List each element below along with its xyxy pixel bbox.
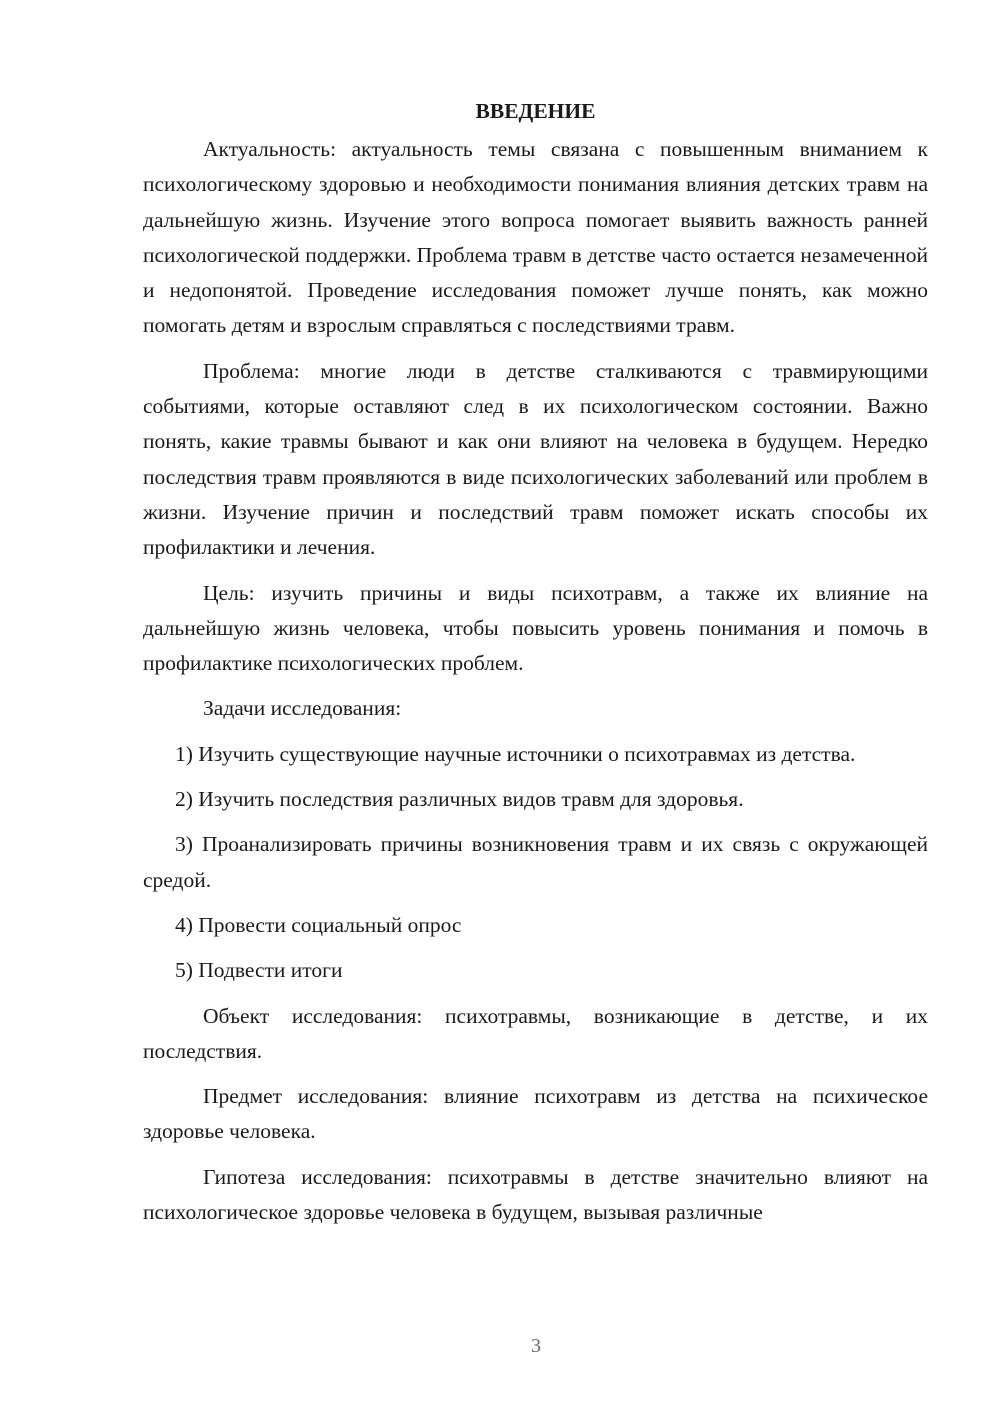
task-item-3: 3) Проанализировать причины возникновения травм и их связь с окружающей средой. — [143, 832, 928, 892]
object-paragraph: Объект исследования: психотравмы, возникающие в детстве, и их последствия. — [143, 1003, 928, 1063]
goal-paragraph: Цель: изучить причины и виды психотравм, а также их влияние на дальнейшую жизнь человека, чтобы повысить уровень понимания и помочь в профилактике психологических проблем. — [143, 580, 928, 676]
task-item-5: 5) Подвести итоги — [175, 958, 343, 983]
task-item-1: 1) Изучить существующие научные источники о психотравмах из детства. — [175, 741, 856, 766]
hypothesis-paragraph: Гипотеза исследования: психотравмы в детстве значительно влияют на психологическое здоровье человека в будущем, вызывая различные — [143, 1164, 928, 1225]
task-item-4: 4) Провести социальный опрос — [175, 912, 462, 937]
section-heading: ВВЕДЕНИЕ — [475, 99, 596, 123]
tasks-title: Задачи исследования: — [203, 696, 402, 721]
relevance-paragraph: Актуальность: актуальность темы связана с повышенным вниманием к психологическому здоровью и необходимости понимания влияния детских травм на дальнейшую жизнь. Изучение этого вопроса помогает выявить важность ранней психологической поддержки. Проблема травм в детстве часто остается незамеченной и недопонятой. Проведение исследования поможет лучше понять, как можно помогать детям и взрослым справляться с последствиями травм. — [143, 137, 928, 338]
page-number: 3 — [531, 1335, 541, 1357]
task-item-2: 2) Изучить последствия различных видов травм для здоровья. — [175, 787, 744, 812]
page-content — [143, 96, 928, 1240]
problem-paragraph: Проблема: многие люди в детстве сталкиваются с травмирующими событиями, которые оставляют след в их психологическом состоянии. Важно понять, какие травмы бывают и как они влияют на человека в будущем. Нередко последствия травм проявляются в виде психологических заболеваний или проблем в жизни. Изучение причин и последствий травм поможет искать способы их профилактики и лечения. — [143, 358, 928, 560]
subject-paragraph: Предмет исследования: влияние психотравм из детства на психическое здоровье человека. — [143, 1084, 928, 1144]
